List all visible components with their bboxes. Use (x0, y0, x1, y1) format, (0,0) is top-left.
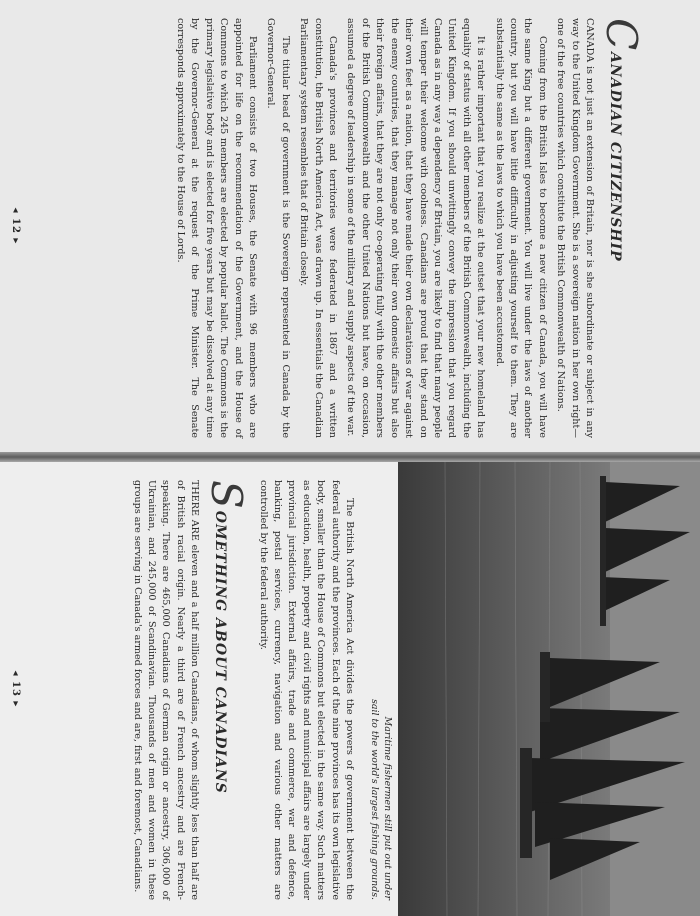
sailing-boats-photo (398, 462, 700, 916)
paragraph: Coming from the British Isles to become a new citizen of Canada, you will have the same King but a different government. You will live under the laws of another country, but you will have little difficulty in adjusting yourself to them. They are substantially the same as the laws to which you have been accustomed. (493, 18, 548, 438)
section-heading-canadians (202, 480, 252, 900)
paragraph: The British North America Act divides the powers of government between the federal authority and the provinces. Each of the nine provinces has its own legislative body, smaller than the House of Commons but elected in the same way. Such matters as education, health, property and civil rights and municipal affairs are largely under provincial jurisdiction. External affairs, trade and commerce, war and defence, banking, postal services, currency, navigation and various other matters are controlled by the federal authority. (257, 480, 355, 900)
section-heading-citizenship (597, 18, 646, 438)
book-gutter (0, 452, 700, 462)
drop-cap: S (202, 480, 252, 509)
caption-line: sail to the world's largest fishing grounds. (369, 699, 380, 900)
section-title: OMETHING ABOUT CANADIANS (212, 510, 229, 794)
drop-cap: C (597, 18, 646, 51)
left-page (0, 0, 700, 452)
page-number: ◂ 12 ▸ (10, 207, 21, 245)
photo-illustration (398, 462, 700, 916)
paragraph: Parliament consists of two Houses, the Senate with 96 members who are appointed for life on the recommendation of the Government, and the House of Commons to which 245 members are elected by popular ballot. The Commons is the primary legislative body and is elected for five years but may be dissolved at any time by the Governor-General at the request of the Prime Minister. The Senate corresponds approximately to the House of Lords. (175, 18, 259, 438)
paragraph: THERE ARE eleven and a half million Canadians, of whom slightly less than half are of British racial origin. Nearly a third are of French ancestry and are French-speaking. There are 465,000 Canadians of German origin or ancestry, 306,000 of Ukrainian, and 245,000 of Scandinavian. Thousands of men and women in these groups are serving in Canada's armed forces and are, first and foremost, Canadians. (131, 480, 201, 900)
right-page-text (125, 480, 394, 900)
paragraph: CANADA is not just an extension of Britain, nor is she subordinate or subject in any way to the United Kingdom Government. She is a sovereign nation in her own right—one of the free countries which constitute the British Commonwealth of Nations. (555, 18, 595, 438)
right-page (0, 462, 700, 916)
photo-caption (368, 480, 394, 900)
section-title: ANADIAN CITIZENSHIP (607, 52, 623, 262)
page-number: ◂ 13 ▸ (10, 670, 21, 708)
paragraph: The titular head of government is the Sovereign represented in Canada by the Governor-General. (265, 18, 291, 438)
paragraph: Canada's provinces and territories were federated in 1867 and a written constitution, the British North America Act, was drawn up. In essentials the Canadian Parliamentary system resembles that of Britain closely. (298, 18, 339, 438)
paragraph: It is rather important that you realize at the outset that your new homeland has equality of status with all other members of the British Commonwealth, including the United Kingdom. If you should unwittingly convey the impression that you regard Canada as in any way a dependency of Britain, you are likely to find that many people will temper their welcome with coolness. Canadians are proud that they stand on their own feet as a nation, that they have made their own declarations of war against the enemy countries, that they manage not only their own domestic affairs but also their foreign affairs, that they are not only co-operating fully with the other members of the British Commonwealth and the other United Nations but have, on occasion, assumed a degree of leadership in some of the military and supply aspects of the war. (345, 18, 487, 438)
caption-line: Maritime fishermen still put out under (382, 716, 393, 900)
left-page-text (169, 18, 646, 438)
